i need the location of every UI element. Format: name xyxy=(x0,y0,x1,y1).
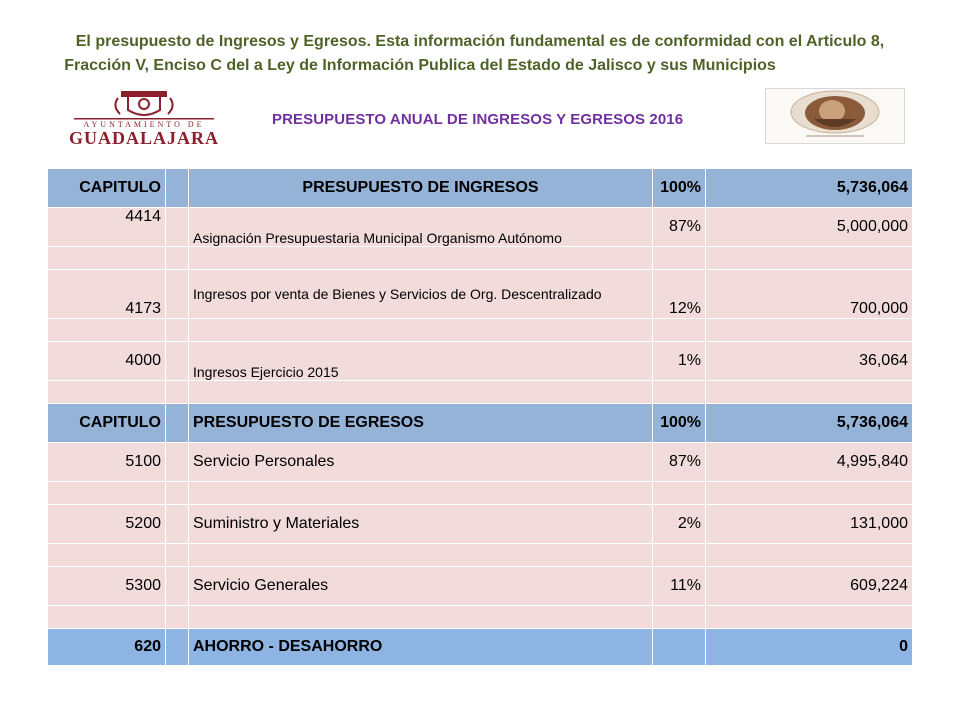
spacer-row xyxy=(48,319,913,342)
svg-text:AYUNTAMIENTO DE: AYUNTAMIENTO DE xyxy=(83,120,205,129)
row-pct: 12% xyxy=(653,270,706,319)
row-desc: Ingresos Ejercicio 2015 xyxy=(189,342,653,381)
row-amount: 4,995,840 xyxy=(706,443,913,482)
spacer-row xyxy=(48,606,913,629)
portrait-image xyxy=(765,88,905,144)
spacer-row xyxy=(48,381,913,404)
table-row xyxy=(48,208,913,247)
svg-text:GUADALAJARA: GUADALAJARA xyxy=(70,128,219,148)
col-header-capitulo: CAPITULO xyxy=(48,404,166,443)
empty-cell xyxy=(166,270,189,319)
ingresos-total-amount: 5,736,064 xyxy=(706,169,913,208)
empty-cell xyxy=(166,404,189,443)
col-header-egresos: PRESUPUESTO DE EGRESOS xyxy=(189,404,653,443)
empty-cell xyxy=(166,443,189,482)
egresos-total-amount: 5,736,064 xyxy=(706,404,913,443)
col-header-ingresos: PRESUPUESTO DE INGRESOS xyxy=(189,169,653,208)
ahorro-row xyxy=(48,629,913,666)
row-desc: Servicio Personales xyxy=(189,443,653,482)
empty-cell xyxy=(166,505,189,544)
empty-cell xyxy=(166,629,189,666)
table-row xyxy=(48,505,913,544)
intro-line-2: Fracción V, Enciso C del a Ley de Información Publica del Estado de Jalisco y sus Municipios xyxy=(64,57,776,74)
intro-line-1: El presupuesto de Ingresos y Egresos. Esta información fundamental es de conformidad con el Articulo 8, xyxy=(75,33,885,50)
row-amount: 609,224 xyxy=(706,567,913,606)
egresos-header-row xyxy=(48,404,913,443)
guadalajara-logo xyxy=(70,88,220,148)
empty-cell xyxy=(166,208,189,247)
row-amount: 5,000,000 xyxy=(706,208,913,247)
spacer-row xyxy=(48,544,913,567)
ahorro-code: 620 xyxy=(48,629,166,666)
spacer-row xyxy=(48,247,913,270)
row-pct: 87% xyxy=(653,443,706,482)
row-code: 5300 xyxy=(48,567,166,606)
row-code: 4173 xyxy=(48,270,166,319)
ahorro-desc: AHORRO - DESAHORRO xyxy=(189,629,653,666)
empty-cell xyxy=(166,567,189,606)
empty-cell xyxy=(166,169,189,208)
row-desc: Asignación Presupuestaria Municipal Organismo Autónomo xyxy=(189,208,653,247)
row-pct: 1% xyxy=(653,342,706,381)
ingresos-header-row xyxy=(48,169,913,208)
row-pct: 11% xyxy=(653,567,706,606)
row-code: 4414 xyxy=(48,208,166,247)
row-code: 4000 xyxy=(48,342,166,381)
intro-text xyxy=(40,30,920,78)
budget-table xyxy=(47,168,913,666)
row-desc: Suministro y Materiales xyxy=(189,505,653,544)
page-title: PRESUPUESTO ANUAL DE INGRESOS Y EGRESOS 2016 xyxy=(272,111,684,128)
ahorro-pct xyxy=(653,629,706,666)
table-row xyxy=(48,443,913,482)
row-amount: 700,000 xyxy=(706,270,913,319)
egresos-total-pct: 100% xyxy=(653,404,706,443)
row-code: 5100 xyxy=(48,443,166,482)
table-row xyxy=(48,342,913,381)
row-desc: Servicio Generales xyxy=(189,567,653,606)
table-row xyxy=(48,270,913,319)
row-pct: 87% xyxy=(653,208,706,247)
row-code: 5200 xyxy=(48,505,166,544)
col-header-capitulo: CAPITULO xyxy=(48,169,166,208)
row-amount: 131,000 xyxy=(706,505,913,544)
row-pct: 2% xyxy=(653,505,706,544)
spacer-row xyxy=(48,482,913,505)
row-amount: 36,064 xyxy=(706,342,913,381)
ingresos-total-pct: 100% xyxy=(653,169,706,208)
ahorro-amount: 0 xyxy=(706,629,913,666)
row-desc: Ingresos por venta de Bienes y Servicios de Org. Descentralizado xyxy=(189,270,653,319)
empty-cell xyxy=(166,342,189,381)
table-row xyxy=(48,567,913,606)
